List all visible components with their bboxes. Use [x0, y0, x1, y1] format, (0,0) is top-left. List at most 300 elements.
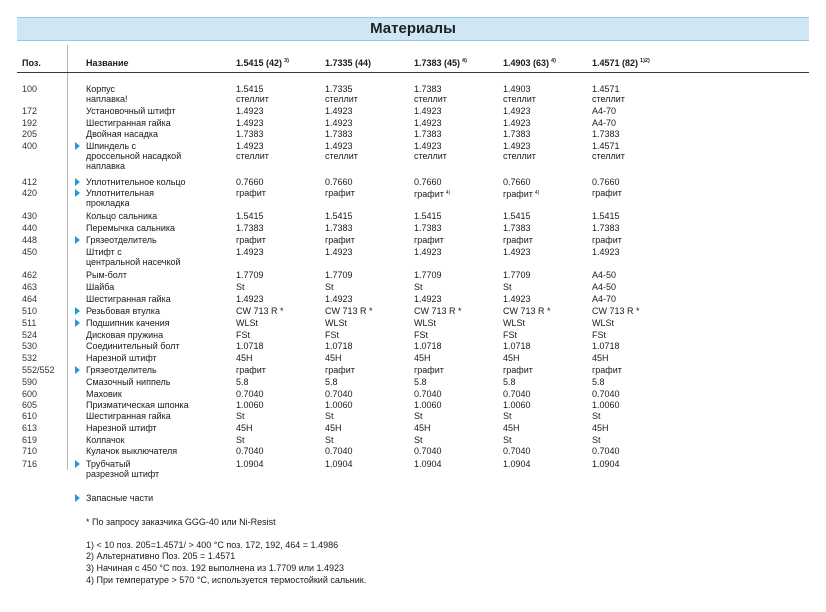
row-value: [236, 400, 264, 410]
row-name: Рым-болт: [86, 270, 127, 280]
header-col-label: 1.7383 (45): [414, 58, 461, 68]
row-value: [325, 188, 355, 198]
row-name: Уплотнительная прокладка: [86, 188, 154, 208]
row-value: [503, 270, 531, 280]
material-value: St: [592, 435, 601, 445]
material-value: 1.4923 стеллит: [236, 141, 269, 161]
row-value: [325, 118, 353, 128]
row-name: Двойная насадка: [86, 129, 159, 139]
material-value: графит: [592, 235, 622, 245]
material-value: 1.4923 стеллит: [414, 141, 447, 161]
material-value: 0.7660: [325, 177, 353, 187]
row-value: [592, 411, 601, 421]
material-value: 0.7040: [592, 446, 620, 456]
row-value: [592, 318, 614, 328]
row-value: [503, 377, 516, 387]
material-value: графит: [414, 189, 444, 199]
material-value: 1.5415: [325, 211, 353, 221]
row-value: [236, 330, 250, 340]
row-value: [503, 223, 531, 233]
row-value: [592, 118, 616, 128]
material-value: 1.4923: [236, 294, 264, 304]
row-value: [325, 84, 358, 104]
row-name: Грязеотделитель: [86, 235, 157, 245]
row-value: [236, 318, 258, 328]
material-value: 45H: [236, 353, 253, 363]
material-value: 0.7040: [236, 446, 264, 456]
row-value: [503, 389, 531, 399]
material-value: A4-50: [592, 270, 617, 280]
material-value: WLSt: [325, 318, 348, 328]
material-value: 0.7660: [236, 177, 264, 187]
material-value: 0.7040: [414, 446, 442, 456]
material-value: 1.4923: [414, 294, 442, 304]
material-value: графит: [236, 235, 266, 245]
row-value: [503, 141, 536, 161]
row-name: Шестигранная гайка: [86, 118, 171, 128]
row-value: [236, 282, 245, 292]
row-value: [325, 423, 342, 433]
material-value: 1.4903 стеллит: [503, 84, 536, 104]
material-value: 1.4923: [236, 247, 264, 257]
row-value: [592, 188, 622, 198]
row-value: [503, 353, 520, 363]
row-value: [325, 141, 358, 161]
row-pos: 412: [22, 177, 38, 187]
material-value: 1.4571 стеллит: [592, 141, 625, 161]
row-value: [236, 294, 264, 304]
row-value: [503, 435, 512, 445]
material-value: WLSt: [503, 318, 526, 328]
row-name: Установочный штифт: [86, 106, 176, 116]
row-value: [414, 84, 447, 104]
row-value: [325, 318, 347, 328]
row-pos: 610: [22, 411, 38, 421]
row-value: [503, 282, 512, 292]
row-name: Шестигранная гайка: [86, 411, 171, 421]
row-pos: 420: [22, 188, 38, 198]
footnote-1: 1) < 10 поз. 205=1.4571/ > 400 °C поз. 172, 192, 464 = 1.4986: [86, 540, 339, 550]
material-value: 45H: [503, 353, 520, 363]
row-pos: 600: [22, 389, 38, 399]
row-value: [414, 389, 442, 399]
material-value: 0.7660: [592, 177, 620, 187]
spare-part-marker-icon: [75, 142, 80, 150]
material-value: графит: [592, 188, 622, 198]
row-value: [503, 211, 531, 221]
material-value: 1.7709: [503, 270, 531, 280]
row-pos: 510: [22, 306, 38, 316]
header-col-label: 1.5415 (42): [236, 58, 283, 68]
header-pos: Поз.: [22, 58, 41, 68]
row-name: Корпус наплавка!: [86, 84, 128, 104]
header-col-note: 3): [284, 58, 289, 64]
row-value: [325, 353, 342, 363]
row-value: [236, 353, 253, 363]
material-value: 1.7383: [236, 223, 264, 233]
row-value: [503, 318, 525, 328]
row-value: [414, 446, 442, 456]
material-value: FSt: [325, 330, 340, 340]
material-value: 45H: [503, 423, 520, 433]
material-value: графит: [325, 188, 355, 198]
row-value: [414, 247, 442, 257]
row-value: [414, 318, 436, 328]
spare-part-marker-icon: [75, 189, 80, 197]
row-value: [592, 141, 625, 161]
row-pos: 463: [22, 282, 38, 292]
row-value: [503, 294, 531, 304]
row-name: Трубчатый разрезной штифт: [86, 459, 160, 479]
row-value: [325, 177, 353, 187]
row-name: Кулачок выключателя: [86, 446, 178, 456]
row-value: [236, 411, 245, 421]
row-pos: 100: [22, 84, 38, 94]
row-value: [592, 341, 620, 351]
row-name: Шестигранная гайка: [86, 294, 171, 304]
material-value: графит: [503, 365, 533, 375]
row-pos: 448: [22, 235, 38, 245]
material-value: WLSt: [236, 318, 259, 328]
material-value: 0.7040: [236, 389, 264, 399]
material-value: 1.7709: [325, 270, 353, 280]
material-value: 1.4923: [325, 106, 353, 116]
material-value: CW 713 R *: [503, 306, 551, 316]
row-pos: 532: [22, 353, 38, 363]
material-value: A4-70: [592, 294, 617, 304]
row-value: [325, 377, 338, 387]
material-value: WLSt: [414, 318, 437, 328]
material-value: 1.4923: [325, 118, 353, 128]
material-value: 1.0060: [503, 400, 531, 410]
material-value: CW 713 R *: [236, 306, 284, 316]
row-name: Резьбовая втулка: [86, 306, 160, 316]
material-value: графит: [236, 188, 266, 198]
value-note: 4): [445, 190, 451, 196]
material-value: 1.4923 стеллит: [325, 141, 358, 161]
material-value: 1.4923: [503, 247, 531, 257]
material-value: FSt: [414, 330, 429, 340]
row-value: [325, 129, 353, 139]
row-value: [414, 270, 442, 280]
row-value: [325, 341, 353, 351]
material-value: St: [503, 435, 512, 445]
material-value: 0.7040: [503, 446, 531, 456]
material-value: 1.7383: [236, 129, 264, 139]
row-value: [414, 435, 423, 445]
row-pos: 464: [22, 294, 38, 304]
header-col-note: 1)2): [640, 58, 650, 64]
row-name: Маховик: [86, 389, 122, 399]
row-value: [325, 223, 353, 233]
material-value: 0.7040: [592, 389, 620, 399]
material-value: A4-50: [592, 282, 617, 292]
header-col-1: [236, 58, 289, 68]
value-note: 4): [534, 190, 540, 196]
row-value: [236, 389, 264, 399]
material-value: 5.8: [503, 377, 516, 387]
row-value: [414, 294, 442, 304]
row-value: [236, 377, 249, 387]
material-value: 1.7383: [325, 129, 353, 139]
material-value: графит: [236, 365, 266, 375]
material-value: 45H: [592, 353, 609, 363]
material-value: St: [236, 435, 245, 445]
row-value: [503, 341, 531, 351]
row-name: Шайба: [86, 282, 115, 292]
material-value: 1.7709: [236, 270, 264, 280]
row-value: [325, 211, 353, 221]
material-value: St: [236, 282, 245, 292]
row-value: [592, 306, 640, 316]
row-pos: 605: [22, 400, 38, 410]
spare-part-marker-icon: [75, 366, 80, 374]
material-value: St: [325, 435, 334, 445]
material-value: St: [503, 282, 512, 292]
row-value: [414, 353, 431, 363]
row-name: Нарезной штифт: [86, 423, 157, 433]
row-value: [414, 188, 450, 199]
row-name: Перемычка сальника: [86, 223, 176, 233]
material-value: 45H: [414, 423, 431, 433]
row-value: [592, 270, 616, 280]
row-pos: 205: [22, 129, 38, 139]
material-value: 1.4923: [592, 247, 620, 257]
row-value: [503, 106, 531, 116]
row-value: [503, 84, 536, 104]
row-name: Смазочный ниппель: [86, 377, 171, 387]
material-value: CW 713 R *: [414, 306, 462, 316]
material-value: 1.0060: [414, 400, 442, 410]
row-value: [236, 118, 264, 128]
page-title: Материалы: [17, 17, 809, 41]
row-pos: 450: [22, 247, 38, 257]
header-col-3: [414, 58, 467, 68]
row-value: [325, 247, 353, 257]
row-value: [236, 106, 264, 116]
row-pos: 192: [22, 118, 38, 128]
material-value: 1.0904: [592, 459, 620, 469]
row-pos: 462: [22, 270, 38, 280]
header-col-note: 4): [551, 58, 556, 64]
row-name: Шпиндель с дроссельной насадкой наплавка: [86, 141, 182, 171]
row-pos: 716: [22, 459, 38, 469]
header-col-label: 1.7335 (44): [325, 58, 372, 68]
material-value: графит: [503, 235, 533, 245]
material-value: 1.0718: [414, 341, 442, 351]
row-value: [503, 411, 512, 421]
header-col-4: [503, 58, 556, 68]
row-value: [592, 282, 616, 292]
material-value: 45H: [592, 423, 609, 433]
row-value: [414, 330, 428, 340]
row-pos: 590: [22, 377, 38, 387]
row-value: [592, 446, 620, 456]
row-value: [414, 235, 444, 245]
row-value: [592, 177, 620, 187]
row-value: [414, 141, 447, 161]
row-value: [236, 177, 264, 187]
row-value: [592, 211, 620, 221]
footnote-2: 2) Альтернативно Поз. 205 = 1.4571: [86, 551, 236, 561]
row-pos: 613: [22, 423, 38, 433]
material-value: 1.4923: [325, 294, 353, 304]
material-value: 1.0060: [592, 400, 620, 410]
material-value: A4-70: [592, 106, 617, 116]
material-value: St: [592, 411, 601, 421]
row-value: [325, 365, 355, 375]
row-name: Подшипник качения: [86, 318, 170, 328]
material-value: 5.8: [236, 377, 249, 387]
header-col-2: [325, 58, 371, 68]
row-name: Уплотнительное кольцо: [86, 177, 186, 187]
row-pos: 552/552: [22, 365, 55, 375]
material-value: 0.7660: [414, 177, 442, 187]
row-value: [325, 459, 353, 469]
row-value: [503, 400, 531, 410]
row-value: [592, 423, 609, 433]
material-value: St: [414, 411, 423, 421]
material-value: графит: [414, 235, 444, 245]
material-value: CW 713 R *: [592, 306, 640, 316]
row-value: [325, 411, 334, 421]
material-value: 1.7383 стеллит: [414, 84, 447, 104]
row-value: [236, 235, 266, 245]
material-value: 5.8: [592, 377, 605, 387]
row-pos: 172: [22, 106, 38, 116]
material-value: 1.0904: [325, 459, 353, 469]
material-value: 0.7040: [503, 389, 531, 399]
row-value: [503, 247, 531, 257]
spare-part-marker-icon: [75, 178, 80, 186]
row-pos: 511: [22, 318, 37, 328]
footnote-3: 3) Начиная с 450 °C поз. 192 выполнена из 1.7709 или 1.4923: [86, 563, 345, 573]
material-value: 5.8: [414, 377, 427, 387]
row-value: [414, 423, 431, 433]
material-value: 1.0904: [414, 459, 442, 469]
material-value: 1.7383: [325, 223, 353, 233]
row-value: [236, 211, 264, 221]
material-value: 1.4571 стеллит: [592, 84, 625, 104]
row-value: [236, 365, 266, 375]
column-divider: [67, 45, 68, 470]
material-value: FSt: [592, 330, 607, 340]
row-value: [592, 294, 616, 304]
row-value: [503, 118, 531, 128]
material-value: 1.4923 стеллит: [503, 141, 536, 161]
material-value: графит: [414, 365, 444, 375]
material-value: 1.4923: [414, 118, 442, 128]
row-name: Кольцо сальника: [86, 211, 158, 221]
row-pos: 400: [22, 141, 38, 151]
material-value: CW 713 R *: [325, 306, 373, 316]
material-value: 1.0718: [503, 341, 531, 351]
row-name: Штифт с центральной насечкой: [86, 247, 181, 267]
material-value: 1.0904: [236, 459, 264, 469]
row-value: [236, 188, 266, 198]
material-value: 45H: [236, 423, 253, 433]
row-value: [325, 446, 353, 456]
material-value: 1.4923: [236, 106, 264, 116]
row-value: [325, 306, 373, 316]
row-value: [236, 423, 253, 433]
material-value: 45H: [325, 423, 342, 433]
row-pos: 530: [22, 341, 38, 351]
row-value: [325, 389, 353, 399]
material-value: 0.7040: [414, 389, 442, 399]
material-value: 1.4923: [325, 247, 353, 257]
footnote-star: * По запросу заказчика GGG-40 или Ni-Resist: [86, 517, 276, 527]
row-name: Колпачок: [86, 435, 125, 445]
material-value: 1.7383: [592, 223, 620, 233]
material-value: St: [503, 411, 512, 421]
row-value: [325, 330, 339, 340]
material-value: графит: [325, 235, 355, 245]
material-value: 1.5415 стеллит: [236, 84, 269, 104]
row-value: [414, 459, 442, 469]
material-value: 0.7660: [503, 177, 531, 187]
row-value: [592, 84, 625, 104]
material-value: St: [236, 411, 245, 421]
row-value: [414, 341, 442, 351]
row-value: [236, 270, 264, 280]
header-col-label: 1.4903 (63): [503, 58, 550, 68]
material-value: 1.0060: [325, 400, 353, 410]
row-value: [503, 330, 517, 340]
material-value: 1.4923: [414, 247, 442, 257]
material-value: 1.4923: [503, 294, 531, 304]
material-value: 0.7040: [325, 389, 353, 399]
material-value: St: [325, 282, 334, 292]
material-value: 1.0718: [236, 341, 264, 351]
row-value: [503, 446, 531, 456]
header-name: Название: [86, 58, 129, 68]
material-value: 1.0904: [503, 459, 531, 469]
row-pos: 430: [22, 211, 38, 221]
row-value: [592, 400, 620, 410]
row-name: Призматическая шпонка: [86, 400, 189, 410]
material-value: графит: [325, 365, 355, 375]
row-name: Соединительный болт: [86, 341, 180, 351]
row-value: [503, 365, 533, 375]
material-value: St: [414, 435, 423, 445]
row-value: [592, 129, 620, 139]
row-value: [325, 435, 334, 445]
row-value: [325, 400, 353, 410]
row-value: [414, 129, 442, 139]
material-value: 1.5415: [414, 211, 442, 221]
material-value: 1.7383: [503, 129, 531, 139]
row-value: [236, 223, 264, 233]
row-value: [414, 211, 442, 221]
material-value: 1.0718: [592, 341, 620, 351]
row-value: [414, 400, 442, 410]
material-value: 0.7040: [325, 446, 353, 456]
row-value: [592, 459, 620, 469]
material-value: графит: [503, 189, 533, 199]
row-value: [414, 411, 423, 421]
header-col-note: 4): [462, 58, 467, 64]
row-value: [592, 235, 622, 245]
material-value: 45H: [325, 353, 342, 363]
row-pos: 524: [22, 330, 38, 340]
row-value: [236, 141, 269, 161]
material-value: 1.7335 стеллит: [325, 84, 358, 104]
row-value: [414, 306, 462, 316]
material-value: St: [414, 282, 423, 292]
material-value: 1.7383: [414, 129, 442, 139]
row-value: [325, 294, 353, 304]
